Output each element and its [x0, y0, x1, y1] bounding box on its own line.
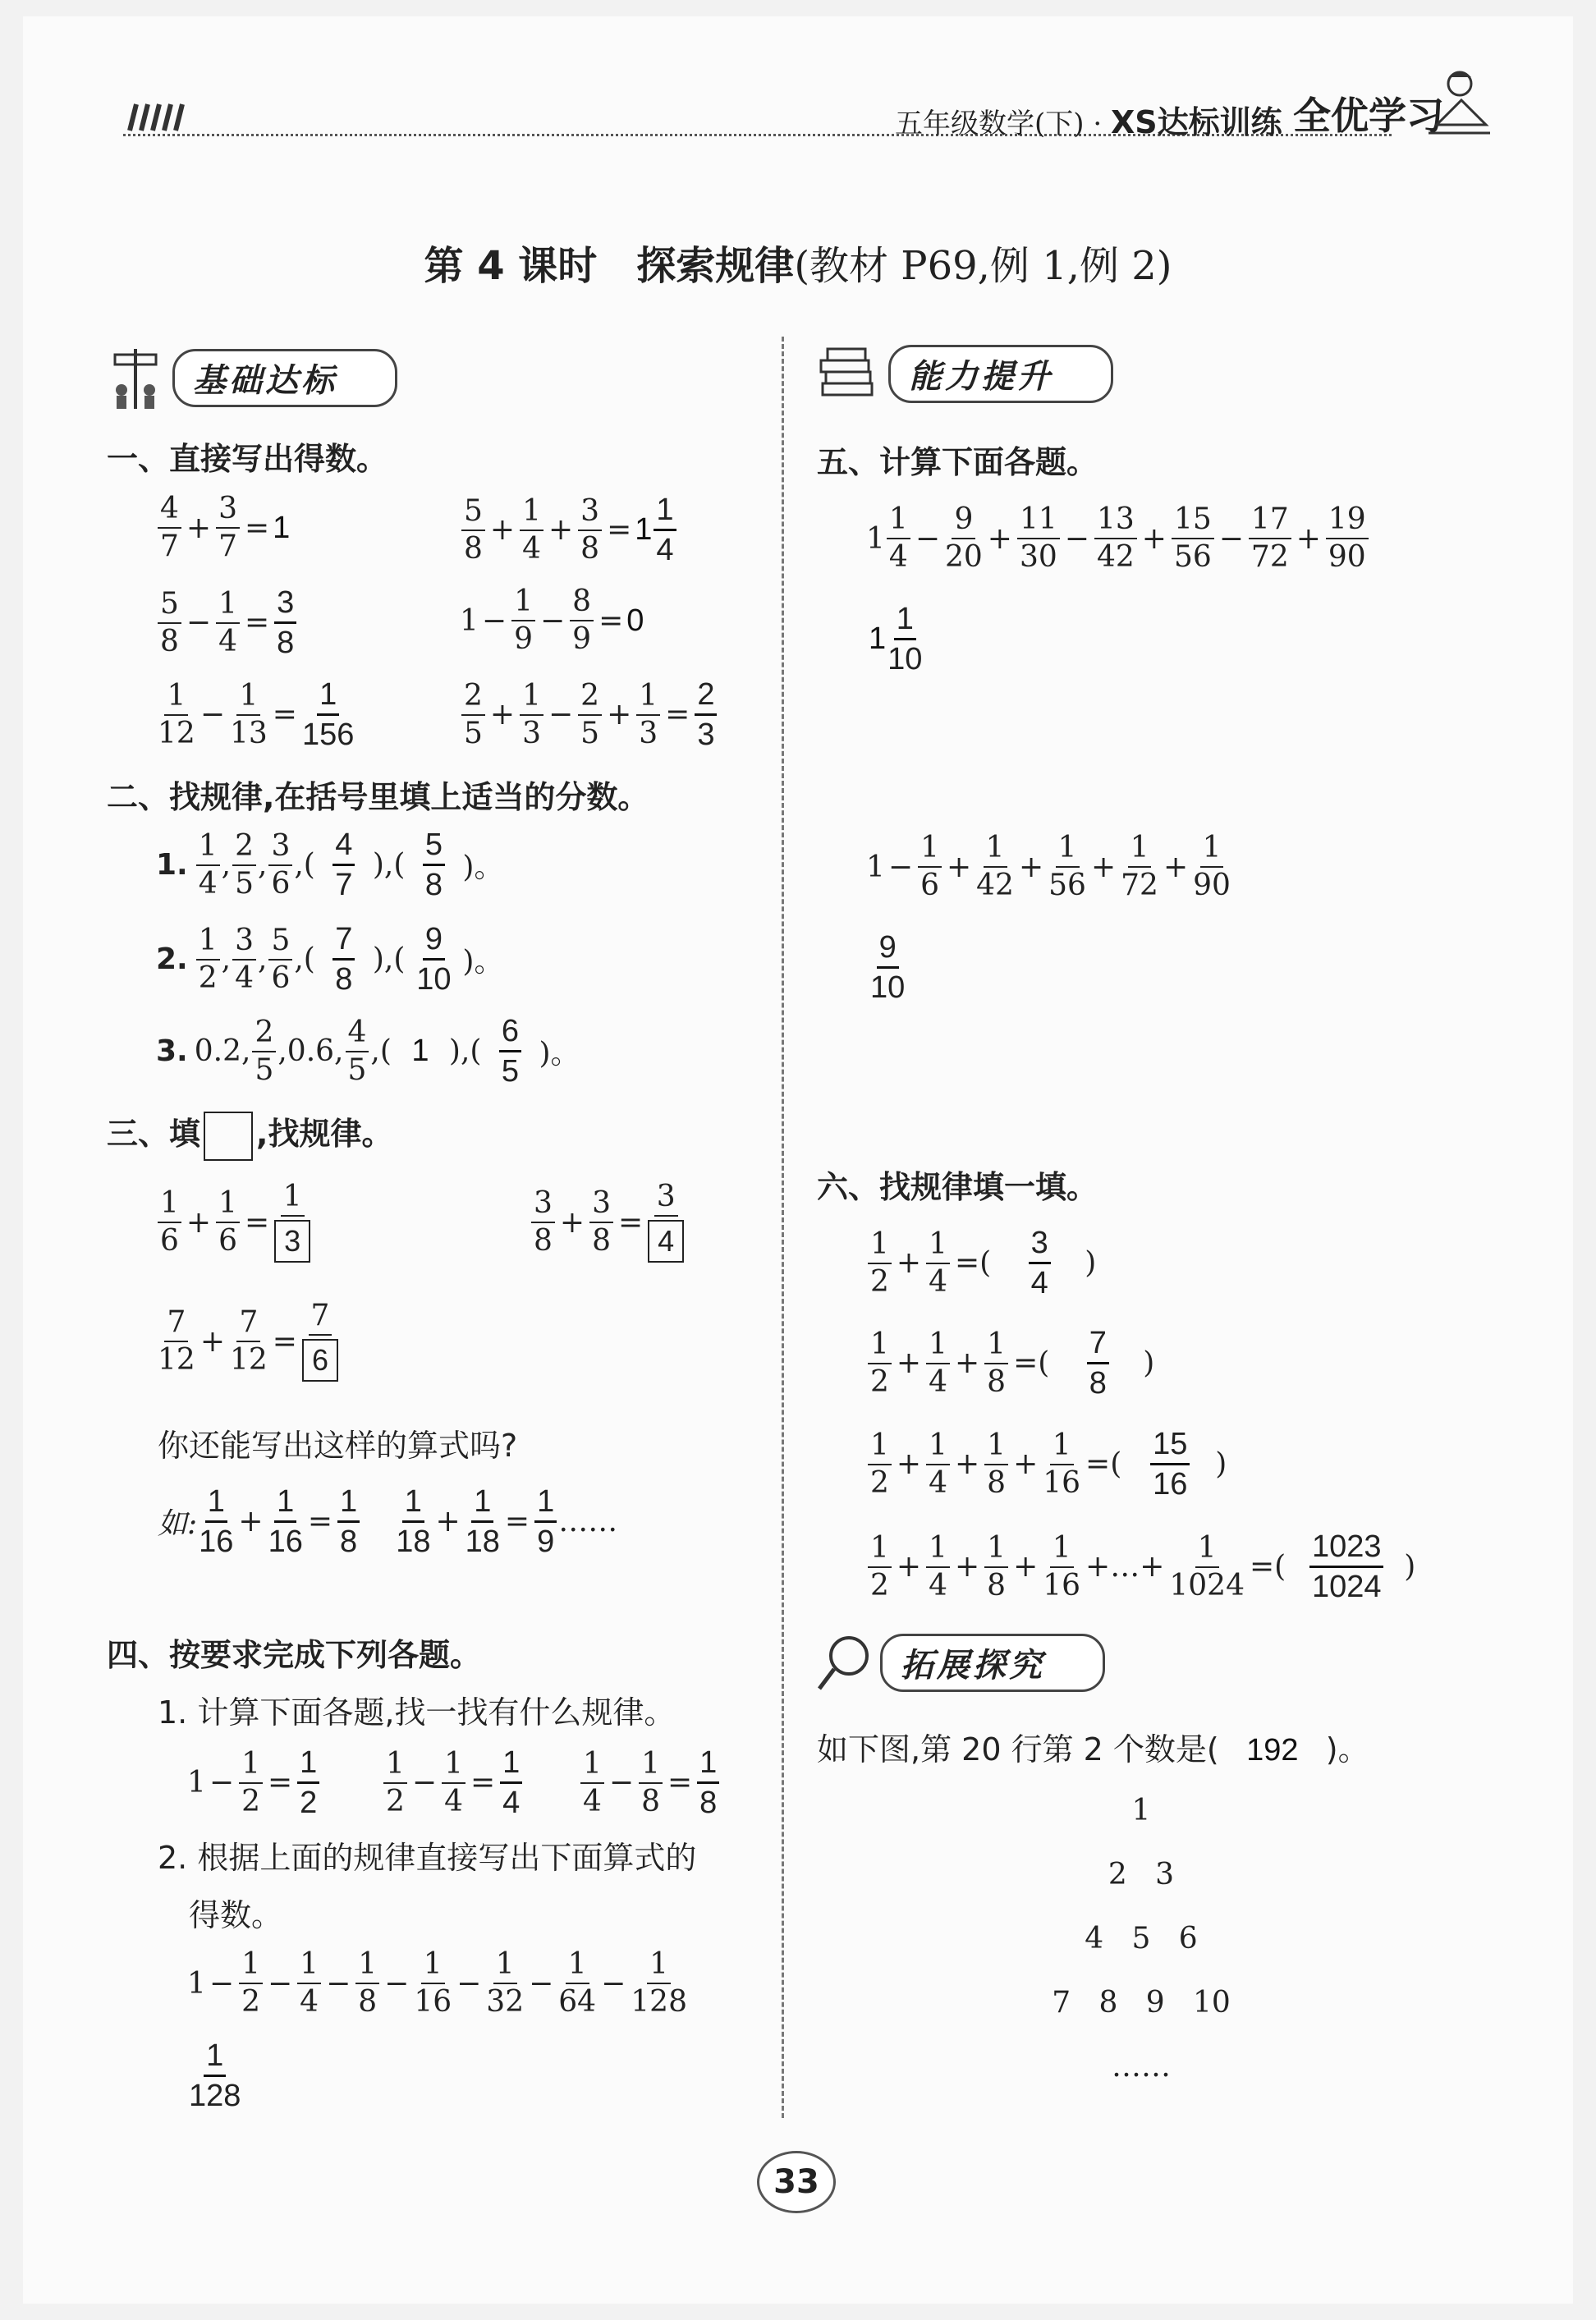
- q1-expr-4: 1 − $\frac{1}{9}$ − $\frac{8}{9}$ = 0: [460, 585, 644, 656]
- triangle-row: 7 8 9 10: [1052, 1986, 1231, 2020]
- q1-expr-1: $\frac{4}{7}$ + $\frac{3}{7}$ = 1: [156, 494, 290, 562]
- q1-heading: 一、直接写出得数。: [107, 441, 388, 477]
- q3-more-text: 你还能写出这样的算式吗?: [158, 1428, 518, 1464]
- q2-item-3: 3. 0.2, $\frac{2}{5}$ , 0.6, $\frac{4}{5}$ ,( 1 ),( $\frac{6}{5}$ )。: [156, 1014, 580, 1089]
- q2-heading: 二、找规律,在括号里填上适当的分数。: [107, 779, 649, 815]
- q6-expr-1: $\frac{1}{2}$ + $\frac{1}{4}$ =( $\frac{3}{4}$ ): [866, 1227, 1096, 1299]
- q6-expr-2: $\frac{1}{2}$ + $\frac{1}{4}$ + $\frac{1}{8}$ =( $\frac{7}{8}$ ): [866, 1327, 1154, 1399]
- section-banner-basic: [107, 345, 397, 410]
- q4-part2-text-b: 得数。: [189, 1897, 283, 1933]
- section-label: 能力提升: [888, 345, 1113, 403]
- q1-expr-3: $\frac{5}{8}$ − $\frac{1}{4}$ = $\frac{3}{8}$: [156, 587, 298, 658]
- magnifier-person-icon: [814, 1630, 872, 1695]
- q5-answer-2: $\frac{9}{10}$: [870, 930, 906, 1005]
- section-banner-extend: [814, 1630, 1105, 1695]
- page-number: 33: [757, 2151, 836, 2213]
- page-title: 第 4 课时 探索规律(教材 P69,例 1,例 2): [424, 243, 1172, 289]
- signpost-icon: [107, 345, 164, 410]
- q2-item-2: 2. $\frac{1}{2}$ , $\frac{3}{4}$ , $\frac{5}{6}$ ,( $\frac{7}{8}$ ),( $\frac{9}{10}$ )。: [156, 922, 504, 997]
- triangle-row: 4 5 6: [1085, 1922, 1198, 1955]
- triangle-row: 1: [1131, 1794, 1151, 1827]
- q4-heading: 四、按要求完成下列各题。: [107, 1637, 482, 1673]
- q3-example: 如: $\frac{1}{16}$ + $\frac{1}{16}$ = $\frac{1}{8}$ $\frac{1}{18}$ + $\frac{1}{18}$ = $\frac{1}{9}$ ……: [158, 1484, 618, 1559]
- books-icon: [814, 341, 880, 406]
- q7-question: 如下图,第 20 行第 2 个数是( 192 )。: [817, 1731, 1369, 1768]
- section-label: 拓展探究: [880, 1634, 1105, 1692]
- section-banner-ability: [814, 341, 1113, 406]
- q6-expr-3: $\frac{1}{2}$ + $\frac{1}{4}$ + $\frac{1}{8}$ + $\frac{1}{16}$ =( $\frac{15}{16}$ ): [866, 1428, 1227, 1500]
- triangle-row: 2 3: [1108, 1858, 1175, 1891]
- q4-part2-text-a: 2. 根据上面的规律直接写出下面算式的: [158, 1840, 697, 1876]
- header-book-title: 五年级数学(下) · XS达标训练: [895, 104, 1282, 140]
- q6-expr-4: $\frac{1}{2}$ + $\frac{1}{4}$ + $\frac{1}{8}$ + $\frac{1}{16}$ +…+ $\frac{1}{1024}$ =( $\frac{1023}{1024}$ ): [866, 1531, 1415, 1602]
- answer: 1: [273, 510, 291, 545]
- q5-heading: 五、计算下面各题。: [817, 444, 1098, 480]
- section-label: 基础达标: [172, 349, 397, 407]
- answer: 1: [635, 512, 653, 547]
- header-stripes-icon: [123, 103, 189, 132]
- q1-expr-2: $\frac{5}{8}$ + $\frac{1}{4}$ + $\frac{3}{8}$ = 1 $\frac{1}{4}$: [460, 494, 678, 566]
- q4-expr-1: 1 − $\frac{1}{2}$ = $\frac{1}{2}$: [187, 1747, 321, 1818]
- header-brand: 全优学习: [1293, 94, 1444, 138]
- q6-heading: 六、找规律填一填。: [817, 1169, 1098, 1205]
- q5-expr-2: 1 − $\frac{1}{6}$ + $\frac{1}{42}$ + $\frac{1}{56}$ + $\frac{1}{72}$ + $\frac{1}{90}$: [866, 831, 1231, 902]
- q3-expr-3: $\frac{7}{12}$ + $\frac{7}{12}$ = $\frac{7}{6}$: [156, 1301, 340, 1382]
- q1-expr-6: $\frac{2}{5}$ + $\frac{1}{3}$ − $\frac{2}{5}$ + $\frac{1}{3}$ = $\frac{2}{3}$: [460, 679, 718, 750]
- q4-expr-4: 1 − $\frac{1}{2}$ − $\frac{1}{4}$ − $\frac{1}{8}$ − $\frac{1}{16}$ − $\frac{1}{32}$ − $\frac{1}{64}$ − $\frac{1}{128}$: [187, 1947, 687, 2019]
- q7-answer: 192: [1246, 1733, 1299, 1768]
- answer: 0: [626, 603, 644, 638]
- q3-heading: 三、填 ,找规律。: [107, 1108, 392, 1161]
- q4-expr-3: $\frac{1}{4}$ − $\frac{1}{8}$ = $\frac{1}{8}$: [579, 1747, 721, 1818]
- q3-expr-1: $\frac{1}{6}$ + $\frac{1}{6}$ = $\frac{1}{3}$: [156, 1182, 312, 1263]
- q4-part1-text: 1. 计算下面各题,找一找有什么规律。: [158, 1694, 676, 1731]
- q5-expr-1: 1 $\frac{1}{4}$ − $\frac{9}{20}$ + $\frac{11}{30}$ − $\frac{13}{42}$ + $\frac{15}{56}$ − $\frac{17}{72}$ + $\frac{19}{90}$: [866, 505, 1370, 572]
- q4-expr-2: $\frac{1}{2}$ − $\frac{1}{4}$ = $\frac{1}{4}$: [382, 1747, 524, 1818]
- q2-item-1: 1. $\frac{1}{4}$ , $\frac{2}{5}$ , $\frac{3}{6}$ ,( $\frac{4}{7}$ ),( $\frac{5}{8}$ )。: [156, 828, 504, 902]
- q1-expr-5: $\frac{1}{12}$ − $\frac{1}{13}$ = $\frac{1}{156}$: [158, 677, 355, 752]
- q5-answer-1: 1 $\frac{1}{10}$: [869, 602, 923, 676]
- triangle-dots: ……: [1112, 2050, 1171, 2084]
- number-triangle: [1026, 1794, 1256, 2099]
- blank-box: [204, 1112, 253, 1161]
- q4-answer: $\frac{1}{128}$: [189, 2038, 241, 2113]
- column-divider: [782, 337, 784, 2118]
- student-reading-icon: [1420, 67, 1494, 141]
- q3-expr-2: $\frac{3}{8}$ + $\frac{3}{8}$ = $\frac{3}{4}$: [530, 1182, 686, 1263]
